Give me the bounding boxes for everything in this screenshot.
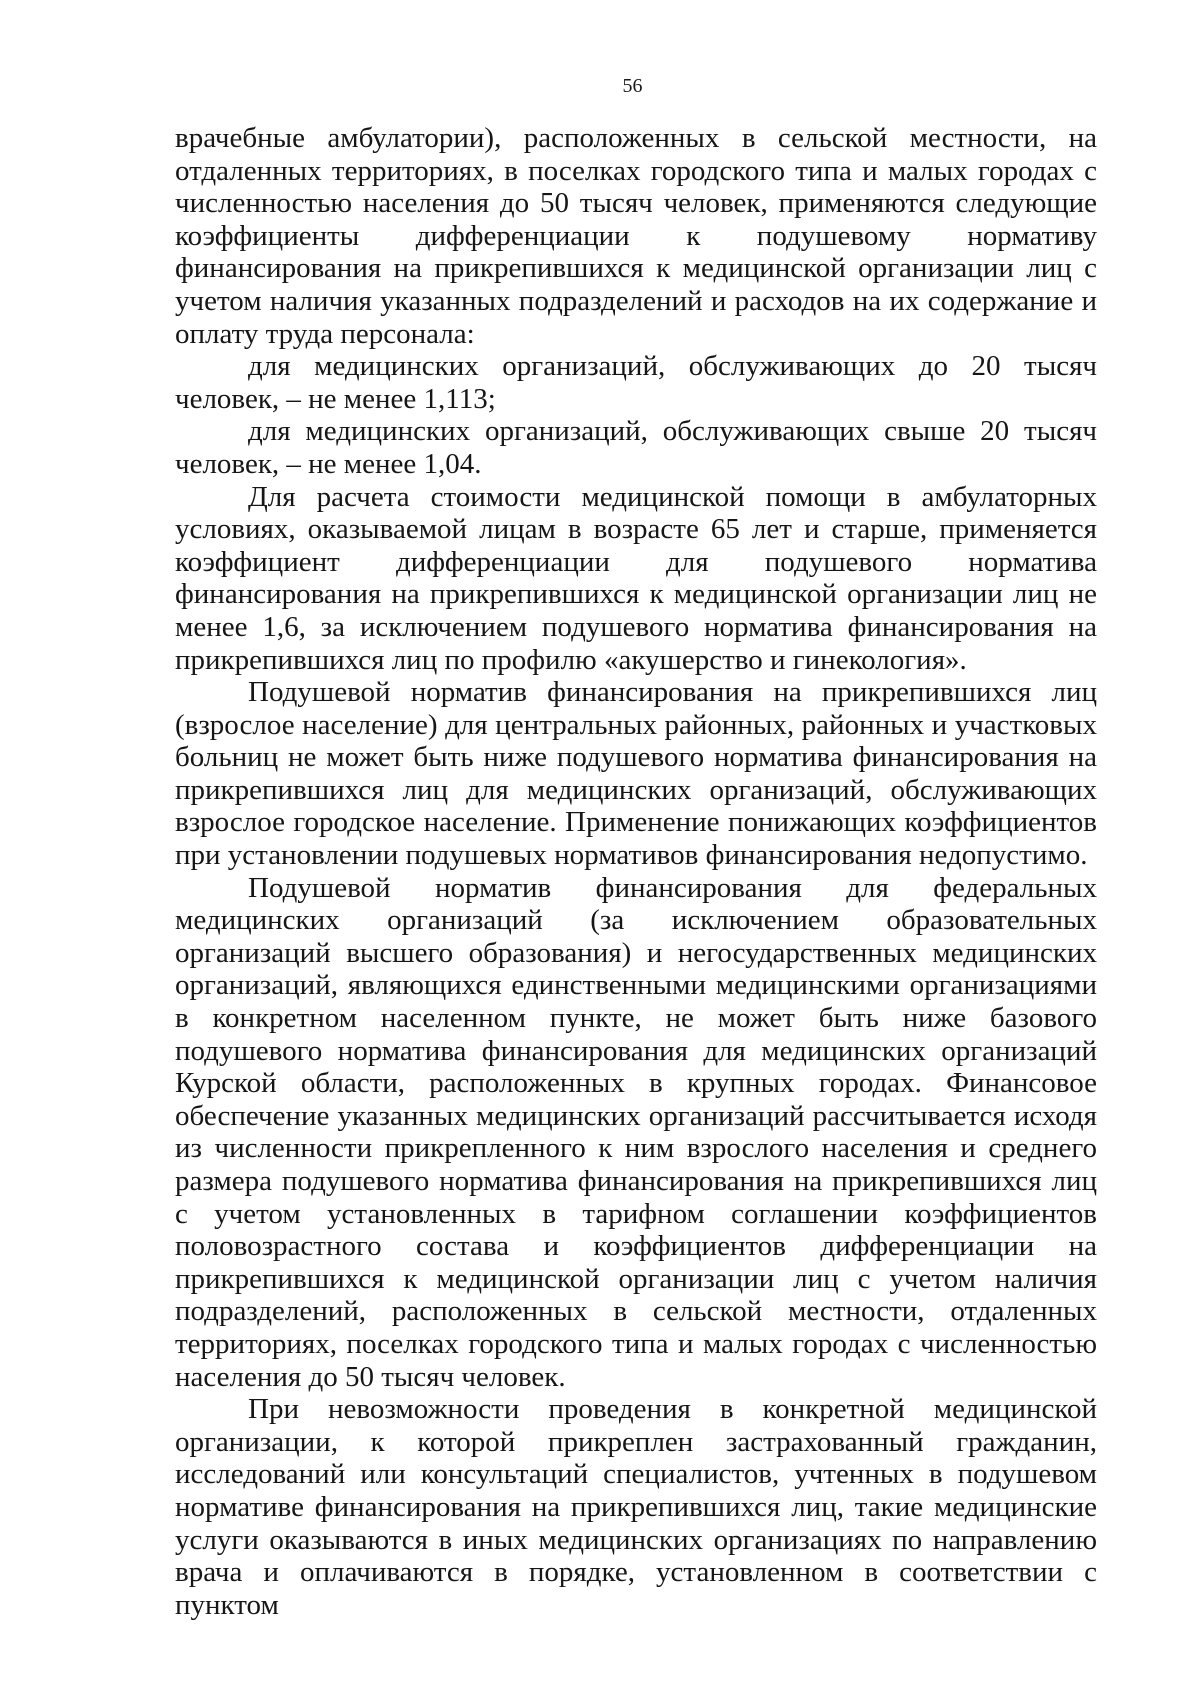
page-number: 56 <box>622 75 643 97</box>
paragraph-continuation: врачебные амбулатории), расположенных в сельской местности, на отдаленных территориях, в поселках городского типа и малых городах с численностью населения до 50 тысяч человек, применяются следующие коэффициенты дифференциации к подушевому нормативу финансирования на прикрепившихся к медицинской организации лиц с учетом наличия указанных подразделений и расходов на их содержание и оплату труда персонала: <box>175 122 1097 350</box>
paragraph-age-65-coefficient: Для расчета стоимости медицинской помощи в амбулаторных условиях, оказываемой лицам в возрасте 65 лет и старше, применяется коэффициент дифференциации для подушевого норматива финансирования на прикрепившихся к медицинской организации лиц не менее 1,6, за исключением подушевого норматива финансирования на прикрепившихся лиц по профилю «акушерство и гинекология». <box>175 480 1097 676</box>
paragraph-other-organizations-services: При невозможности проведения в конкретной медицинской организации, к которой прикреплен застрахованный гражданин, исследований или консультаций специалистов, учтенных в подушевом нормативе финансирования на прикрепившихся лиц, такие медицинские услуги оказываются в иных медицинских организациях по направлению врача и оплачиваются в порядке, установленном в соответствии с пунктом <box>175 1393 1097 1621</box>
document-body <box>175 122 1097 1621</box>
paragraph-federal-organizations-norm: Подушевой норматив финансирования для федеральных медицинских организаций (за исключением образовательных организаций высшего образования) и негосударственных медицинских организаций, являющихся единственными медицинскими организациями в конкретном населенном пункте, не может быть ниже базового подушевого норматива финансирования для медицинских организаций Курской области, расположенных в крупных городах. Финансовое обеспечение указанных медицинских организаций рассчитывается исходя из численности прикрепленного к ним взрослого населения и среднего размера подушевого норматива финансирования на прикрепившихся лиц с учетом установленных в тарифном соглашении коэффициентов половозрастного состава и коэффициентов дифференциации на прикрепившихся к медицинской организации лиц с учетом наличия подразделений, расположенных в сельской местности, отдаленных территориях, поселках городского типа и малых городах с численностью населения до 50 тысяч человек. <box>175 871 1097 1393</box>
paragraph-adult-population-norm: Подушевой норматив финансирования на прикрепившихся лиц (взрослое население) для центральных районных, районных и участковых больниц не может быть ниже подушевого норматива финансирования на прикрепившихся лиц для медицинских организаций, обслуживающих взрослое городское население. Применение понижающих коэффициентов при установлении подушевых нормативов финансирования недопустимо. <box>175 676 1097 872</box>
paragraph-coefficient-over-20k: для медицинских организаций, обслуживающих свыше 20 тысяч человек, – не менее 1,04. <box>175 415 1097 480</box>
paragraph-coefficient-up-to-20k: для медицинских организаций, обслуживающих до 20 тысяч человек, – не менее 1,113; <box>175 350 1097 415</box>
